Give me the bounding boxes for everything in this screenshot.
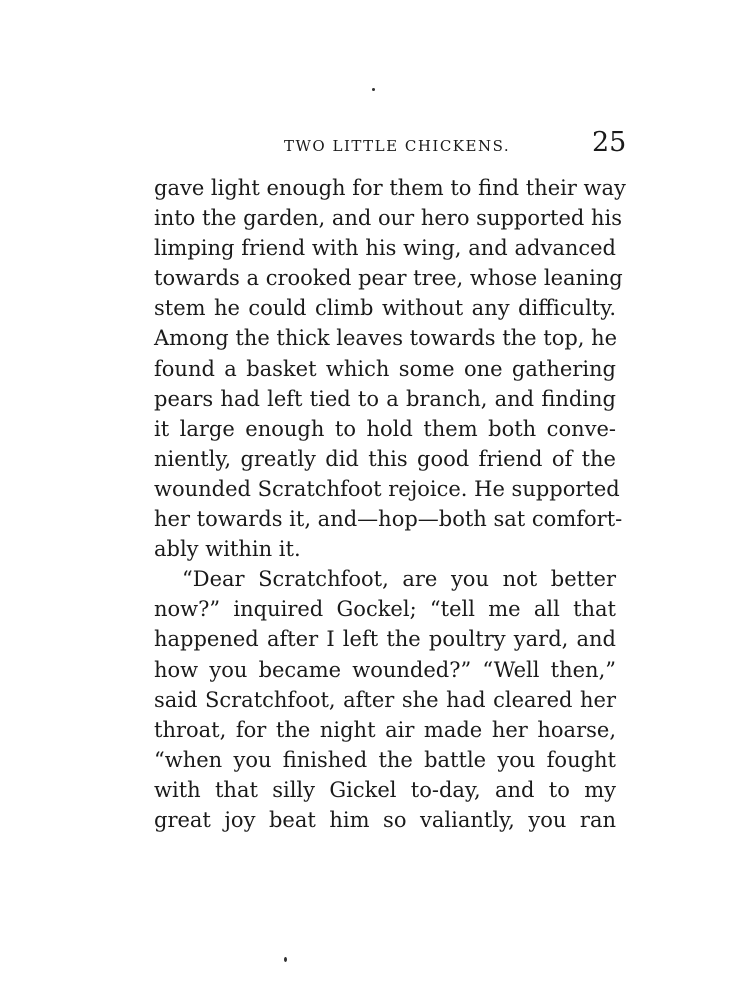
text-line: towards a crooked pear tree, whose leaning: [154, 266, 623, 291]
body-text: [154, 173, 626, 835]
text-line: found a basket which some one gathering: [154, 356, 616, 381]
paragraph-end-line: ably within it.: [154, 537, 301, 562]
paper-speck: [372, 88, 375, 91]
text-line: gave light enough for them to find their way: [154, 176, 626, 200]
page-number: 25: [592, 127, 627, 158]
text-line: happened after I left the poultry yard, and: [154, 627, 616, 652]
text-line: Among the thick leaves towards the top, he: [154, 326, 618, 351]
text-line: “when you finished the battle you fought: [154, 747, 616, 772]
running-head-title: TWO LITTLE CHICKENS.: [284, 137, 511, 155]
text-line: said Scratchfoot, after she had cleared her: [154, 687, 616, 712]
text-line: with that silly Gickel to-day, and to my: [154, 777, 616, 802]
text-line: great joy beat him so valiantly, you ran: [154, 807, 616, 832]
text-line: pears had left tied to a branch, and finding: [154, 386, 616, 411]
text-line: niently, greatly did this good friend of the: [154, 446, 616, 471]
running-head: [0, 127, 748, 158]
text-line: it large enough to hold them both conve-: [154, 416, 616, 441]
text-line: throat, for the night air made her hoarse,: [154, 717, 616, 742]
paragraph-start-line: “Dear Scratchfoot, are you not better: [182, 567, 616, 592]
text-line: stem he could climb without any difficulty.: [154, 296, 616, 321]
paper-speck: [284, 957, 287, 962]
text-line: now?” inquired Gockel; “tell me all that: [154, 597, 616, 622]
text-line: limping friend with his wing, and advanced: [154, 236, 616, 261]
text-line: into the garden, and our hero supported his: [154, 206, 623, 231]
text-line: how you became wounded?” “Well then,”: [154, 657, 616, 682]
text-line: wounded Scratchfoot rejoice. He supported: [154, 476, 620, 501]
text-line: her towards it, and—hop—both sat comfort-: [154, 507, 623, 532]
